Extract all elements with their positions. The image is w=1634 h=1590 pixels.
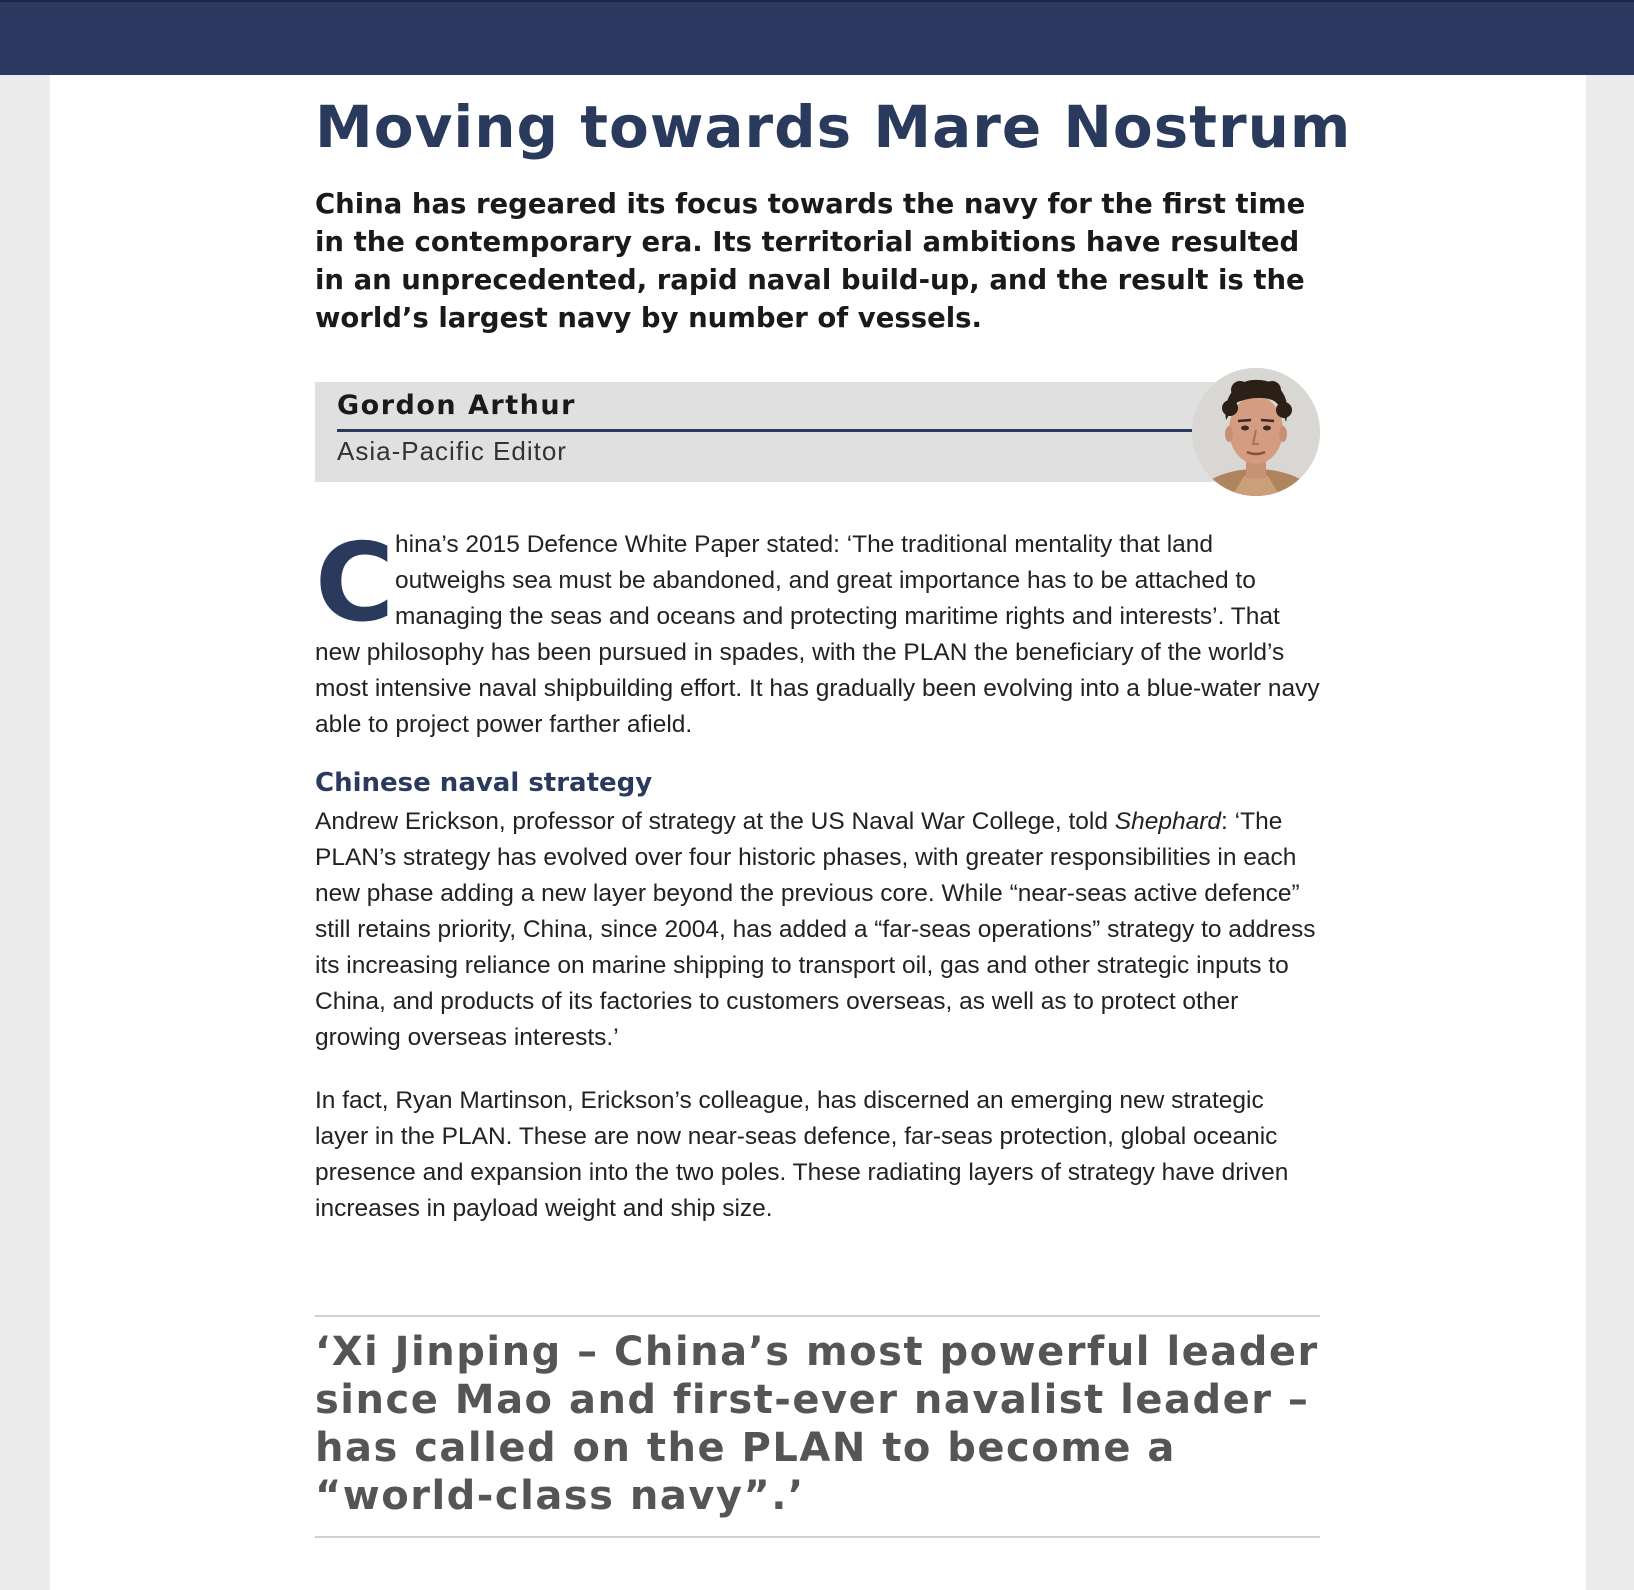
pullquote-top-rule — [315, 1315, 1320, 1317]
author-name: Gordon Arthur — [337, 390, 576, 421]
drop-cap: C — [315, 521, 395, 646]
top-banner — [0, 0, 1634, 75]
pullquote-bottom-rule — [315, 1536, 1320, 1538]
author-portrait-image — [1192, 368, 1320, 496]
paragraph-1-text: hina’s 2015 Defence White Paper stated: ‘The traditional mentality that land outweighs sea must be abandoned, and great importance has to be attached to managing the seas and oceans and protecting maritime rights and interests’. That new philosophy has been pursued in spades, with the PLAN the beneficiary of the world’s most intensive naval shipbuilding effort. It has gradually been evolving into a blue-water navy able to project power farther afield. — [315, 531, 1320, 738]
article-paragraph-3: In fact, Ryan Martinson, Erickson’s colleague, has discerned an emerging new strategic layer in the PLAN. These are now near-seas defence, far-seas protection, global oceanic presence and expansion into the two poles. These radiating layers of strategy have driven increases in payload weight and ship size. — [315, 1087, 1289, 1222]
author-divider — [337, 429, 1217, 432]
article-title: Moving towards Mare Nostrum — [315, 93, 1352, 161]
article-paragraph-1 — [315, 521, 1320, 743]
author-role: Asia-Pacific Editor — [337, 436, 567, 466]
publication-name: Shephard — [1114, 808, 1222, 835]
paragraph-2-text-start: Andrew Erickson, professor of strategy at the US Naval War College, told — [315, 808, 1115, 835]
paragraph-2-text-end: : ‘The PLAN’s strategy has evolved over four historic phases, with greater responsibilities in each new phase adding a new layer beyond the previous core. While “near-seas active defence” still retains priority, China, since 2004, has added a “far-seas operations” strategy to address its increasing reliance on marine shipping to transport oil, gas and other strategic inputs to China, and products of its factories to customers overseas, as well as to protect other growing overseas interests.’ — [315, 808, 1316, 1051]
article-standfirst: China has regeared its focus towards the navy for the first time in the contemporary era. Its territorial ambitions have resulted in an unprecedented, rapid naval build-up, and the result is the world’s largest navy by number of vessels. — [315, 188, 1306, 334]
author-avatar — [1192, 368, 1320, 496]
article-paragraph-2 — [315, 804, 1320, 1056]
pull-quote: ‘Xi Jinping – China’s most powerful leader since Mao and first-ever navalist leader – has called on the PLAN to become a “world-class navy”.’ — [315, 1329, 1319, 1519]
article-page — [50, 75, 1586, 1590]
section-heading: Chinese naval strategy — [315, 768, 653, 798]
author-byline — [315, 382, 1215, 482]
